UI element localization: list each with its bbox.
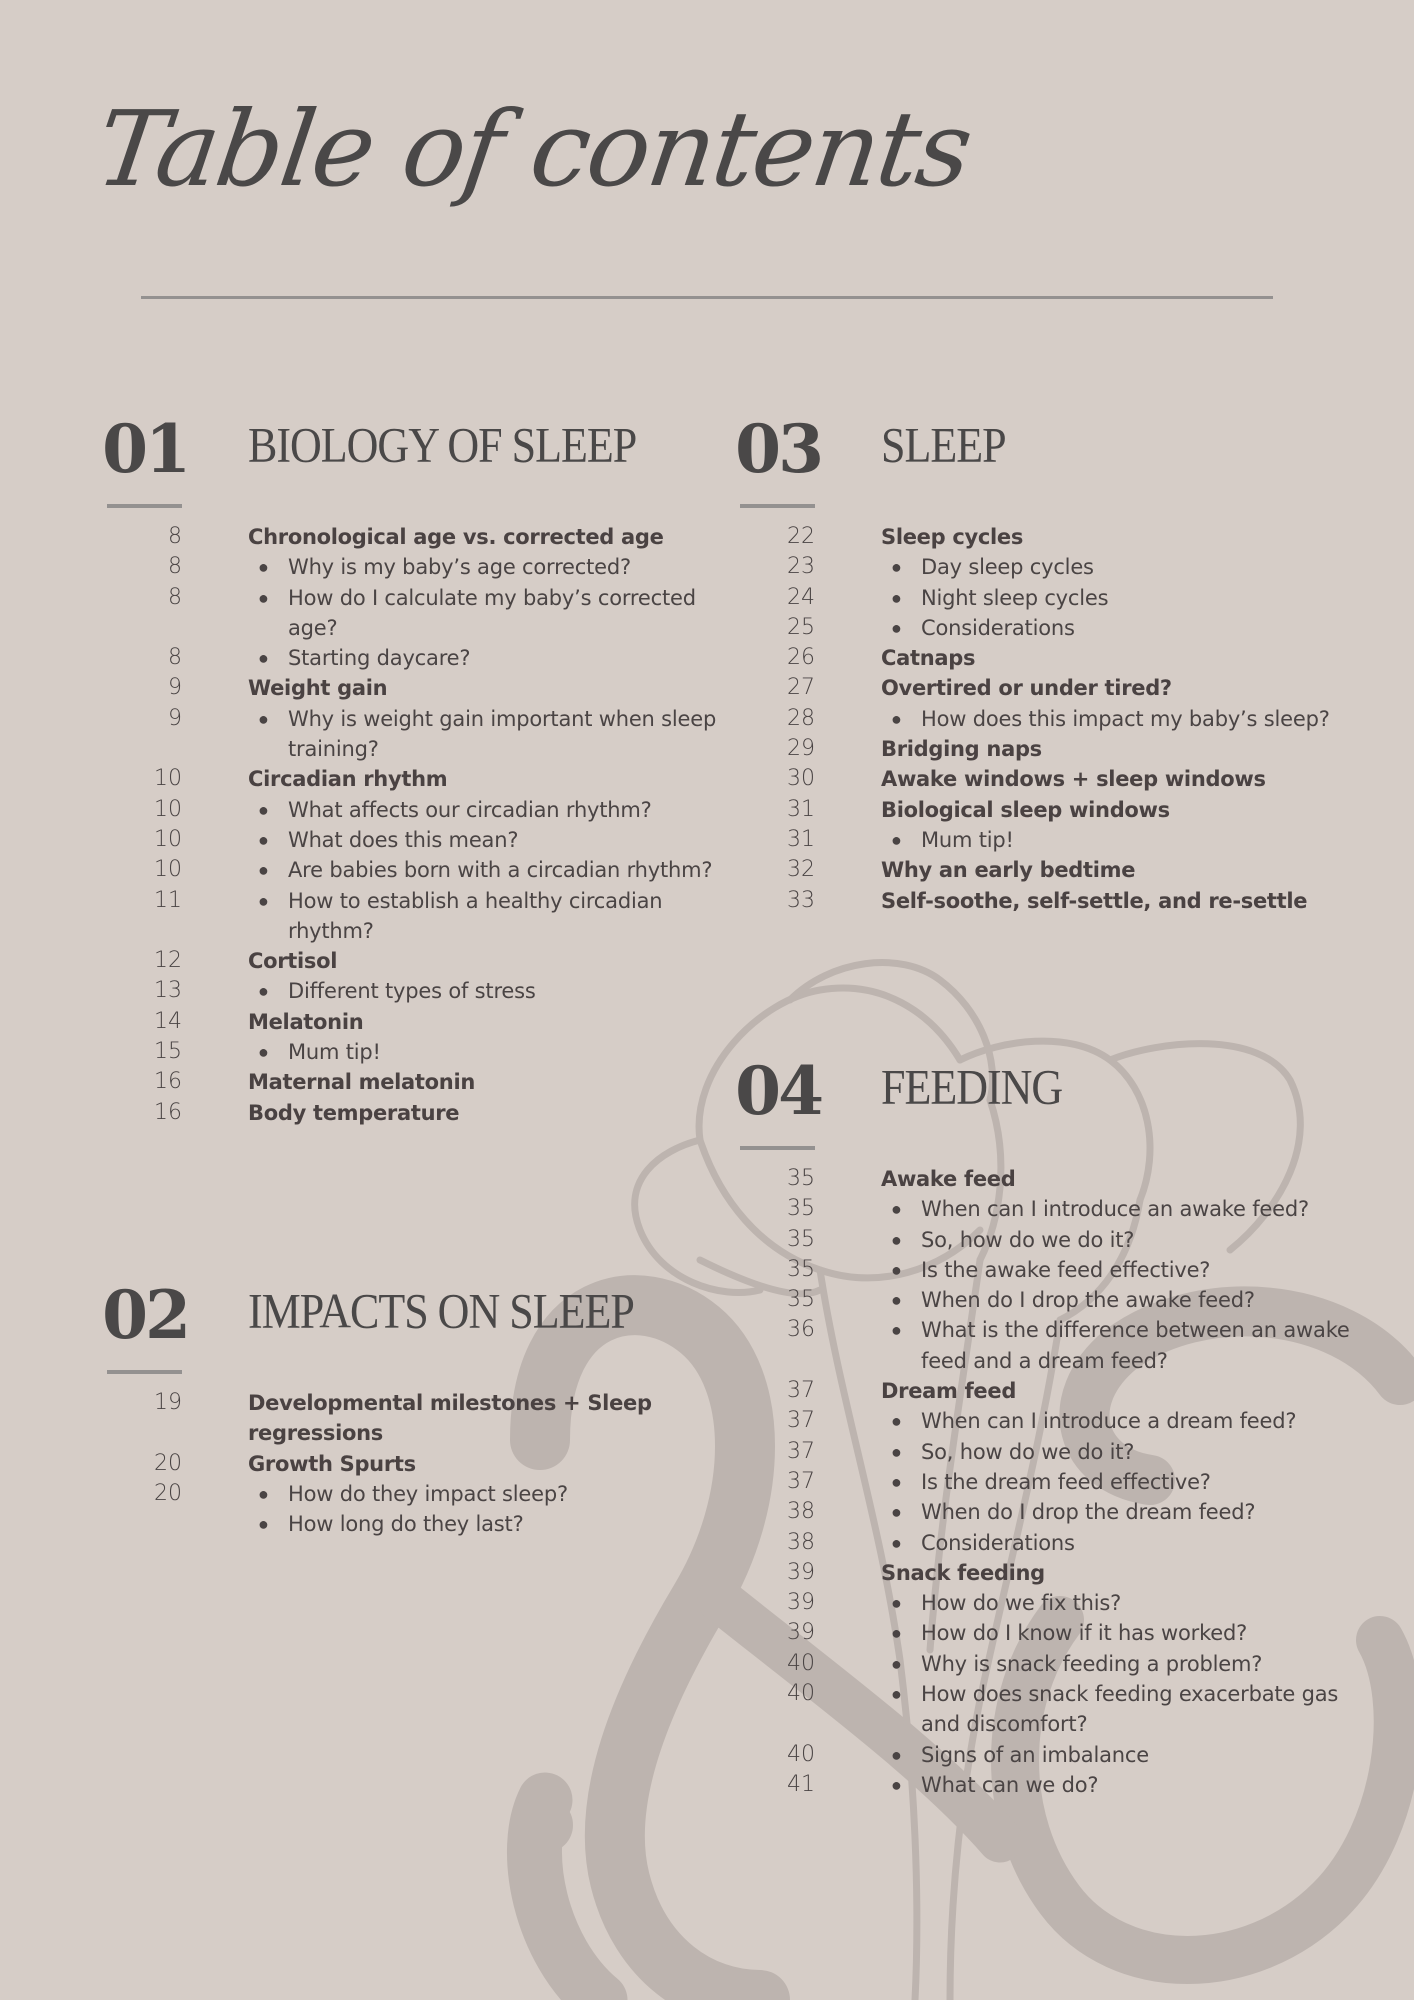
bullet-icon: ● bbox=[258, 587, 269, 608]
bullet-icon: ● bbox=[258, 557, 269, 578]
toc-subentry[interactable] bbox=[740, 1437, 1360, 1467]
entry-text: How do we fix this? bbox=[921, 1591, 1122, 1616]
toc-subentry[interactable] bbox=[740, 1740, 1360, 1770]
toc-entry[interactable] bbox=[740, 795, 1360, 825]
entry-text: How do I know if it has worked? bbox=[921, 1621, 1248, 1646]
toc-subentry[interactable] bbox=[107, 1479, 727, 1509]
page-number: 9 bbox=[168, 675, 182, 701]
toc-subentry[interactable] bbox=[740, 1679, 1360, 1740]
entry-text: When do I drop the awake feed? bbox=[921, 1288, 1255, 1313]
entry-text: What is the difference between an awake feed and a dream feed? bbox=[921, 1318, 1350, 1373]
toc-subentry[interactable] bbox=[107, 1509, 727, 1539]
entry-text: Why an early bedtime bbox=[881, 858, 1136, 883]
page-number: 40 bbox=[787, 1681, 815, 1707]
toc-entry[interactable] bbox=[740, 764, 1360, 794]
toc-subentry[interactable] bbox=[740, 613, 1360, 643]
page-title: Table of contents bbox=[89, 88, 978, 210]
toc-entry[interactable] bbox=[107, 764, 727, 794]
page-number: 16 bbox=[154, 1069, 182, 1095]
bullet-icon: ● bbox=[891, 829, 902, 850]
page-number: 11 bbox=[154, 887, 182, 913]
entry-text: When can I introduce an awake feed? bbox=[921, 1197, 1309, 1222]
entry-text: So, how do we do it? bbox=[921, 1227, 1135, 1252]
toc-subentry[interactable] bbox=[107, 552, 727, 582]
toc-subentry[interactable] bbox=[107, 583, 727, 644]
toc-subentry[interactable] bbox=[107, 704, 727, 765]
toc-subentry[interactable] bbox=[740, 1770, 1360, 1800]
bullet-icon: ● bbox=[891, 1653, 902, 1674]
page-number: 40 bbox=[787, 1741, 815, 1767]
page-number: 41 bbox=[787, 1771, 815, 1797]
bullet-icon: ● bbox=[258, 860, 269, 881]
page-number: 31 bbox=[787, 796, 815, 822]
toc-subentry[interactable] bbox=[107, 855, 727, 885]
bullet-icon: ● bbox=[891, 1744, 902, 1765]
bullet-icon: ● bbox=[891, 1199, 902, 1220]
toc-entry[interactable] bbox=[740, 1164, 1360, 1194]
entry-text: Self-soothe, self-settle, and re-settle bbox=[881, 888, 1308, 913]
bullet-icon: ● bbox=[891, 1502, 902, 1523]
section-title: BIOLOGY OF SLEEP bbox=[248, 418, 637, 473]
bullet-icon: ● bbox=[891, 708, 902, 729]
page-number: 37 bbox=[787, 1438, 815, 1464]
entry-text: Chronological age vs. corrected age bbox=[248, 525, 664, 549]
section-title: SLEEP bbox=[881, 418, 1006, 473]
page-number: 35 bbox=[787, 1166, 815, 1191]
entry-text: Snack feeding bbox=[881, 1560, 1045, 1585]
toc-subentry[interactable] bbox=[740, 1497, 1360, 1527]
entry-text: Awake windows + sleep windows bbox=[881, 767, 1266, 792]
toc-subentry[interactable] bbox=[107, 643, 727, 673]
toc-subentry[interactable] bbox=[740, 583, 1360, 613]
entry-text: When do I drop the dream feed? bbox=[921, 1500, 1256, 1525]
page-number: 39 bbox=[787, 1620, 815, 1646]
page-number: 39 bbox=[787, 1559, 815, 1585]
page-number: 30 bbox=[787, 766, 815, 792]
toc-entry[interactable] bbox=[740, 1376, 1360, 1406]
bullet-icon: ● bbox=[258, 981, 269, 1002]
entry-text: Circadian rhythm bbox=[248, 767, 448, 792]
bullet-icon: ● bbox=[258, 648, 269, 669]
bullet-icon: ● bbox=[258, 799, 269, 820]
section-divider bbox=[107, 504, 182, 508]
toc-entry[interactable] bbox=[107, 1067, 727, 1097]
page-number: 35 bbox=[787, 1226, 815, 1252]
page-number: 14 bbox=[154, 1008, 182, 1034]
section-divider bbox=[107, 1370, 182, 1374]
bullet-icon: ● bbox=[891, 1623, 902, 1644]
page-number: 8 bbox=[168, 584, 182, 610]
bullet-icon: ● bbox=[258, 708, 269, 729]
page-number: 10 bbox=[154, 826, 182, 852]
page-number: 33 bbox=[787, 887, 815, 913]
toc-entry[interactable] bbox=[107, 522, 727, 552]
page-number: 10 bbox=[154, 766, 182, 792]
page-number: 27 bbox=[787, 675, 815, 701]
entry-text: Different types of stress bbox=[288, 979, 536, 1004]
bullet-icon: ● bbox=[891, 1229, 902, 1250]
page-number: 35 bbox=[787, 1256, 815, 1282]
toc-subentry[interactable] bbox=[107, 825, 727, 855]
toc-subentry[interactable] bbox=[740, 704, 1360, 734]
bullet-icon: ● bbox=[891, 617, 902, 638]
page-number: 39 bbox=[787, 1590, 815, 1616]
toc-subentry[interactable] bbox=[740, 1255, 1360, 1285]
entry-text: What can we do? bbox=[921, 1772, 1099, 1797]
bullet-icon: ● bbox=[891, 1441, 902, 1462]
toc-entry[interactable] bbox=[107, 1007, 727, 1037]
bullet-icon: ● bbox=[891, 557, 902, 578]
page-number: 15 bbox=[154, 1039, 182, 1065]
bullet-icon: ● bbox=[891, 1532, 902, 1553]
bullet-icon: ● bbox=[891, 1411, 902, 1432]
bullet-icon: ● bbox=[258, 1483, 269, 1504]
entry-text: Are babies born with a circadian rhythm? bbox=[288, 858, 713, 883]
toc-entry[interactable] bbox=[740, 734, 1360, 764]
entry-list bbox=[107, 1388, 727, 1539]
page-number: 31 bbox=[787, 826, 815, 852]
entry-text: What affects our circadian rhythm? bbox=[288, 797, 652, 822]
toc-entry[interactable] bbox=[740, 1558, 1360, 1588]
page-number: 38 bbox=[787, 1529, 815, 1555]
entry-text: How long do they last? bbox=[288, 1512, 524, 1537]
page-number: 10 bbox=[154, 796, 182, 822]
entry-text: Maternal melatonin bbox=[248, 1070, 475, 1095]
toc-entry[interactable] bbox=[740, 643, 1360, 673]
page-number: 25 bbox=[787, 614, 815, 640]
page-number: 37 bbox=[787, 1408, 815, 1434]
toc-subentry[interactable] bbox=[740, 1315, 1360, 1376]
entry-text: Catnaps bbox=[881, 646, 976, 671]
toc-entry[interactable] bbox=[740, 673, 1360, 703]
toc-subentry[interactable] bbox=[740, 552, 1360, 582]
page-number: 20 bbox=[154, 1480, 182, 1506]
section-divider bbox=[740, 1146, 815, 1150]
toc-entry[interactable] bbox=[107, 1449, 727, 1479]
entry-text: How to establish a healthy circadian rhythm? bbox=[288, 888, 663, 943]
toc-entry[interactable] bbox=[740, 522, 1360, 552]
entry-text: What does this mean? bbox=[288, 827, 519, 852]
entry-text: How do I calculate my baby’s corrected age? bbox=[288, 585, 696, 640]
page-number: 19 bbox=[154, 1390, 182, 1415]
page-number: 13 bbox=[154, 978, 182, 1004]
entry-text: Why is snack feeding a problem? bbox=[921, 1651, 1263, 1676]
bullet-icon: ● bbox=[891, 1320, 902, 1341]
entry-text: Awake feed bbox=[881, 1167, 1016, 1191]
entry-text: Mum tip! bbox=[288, 1040, 381, 1065]
toc-subentry[interactable] bbox=[740, 825, 1360, 855]
page-number: 26 bbox=[787, 645, 815, 671]
toc-subentry[interactable] bbox=[740, 1588, 1360, 1618]
page-number: 24 bbox=[787, 584, 815, 610]
entry-text: Mum tip! bbox=[921, 827, 1014, 852]
toc-subentry[interactable] bbox=[740, 1406, 1360, 1436]
page-number: 22 bbox=[787, 524, 815, 549]
page-number: 16 bbox=[154, 1099, 182, 1125]
section-number: 02 bbox=[102, 1276, 188, 1354]
page-number: 36 bbox=[787, 1317, 815, 1343]
page-number: 8 bbox=[168, 524, 182, 549]
toc-entry[interactable] bbox=[107, 1388, 727, 1449]
page-number: 8 bbox=[168, 554, 182, 580]
entry-text: When can I introduce a dream feed? bbox=[921, 1409, 1297, 1434]
toc-entry[interactable] bbox=[107, 946, 727, 976]
toc-subentry[interactable] bbox=[107, 976, 727, 1006]
title-divider bbox=[141, 296, 1273, 299]
bullet-icon: ● bbox=[258, 890, 269, 911]
bullet-icon: ● bbox=[258, 829, 269, 850]
section-divider bbox=[740, 504, 815, 508]
entry-text: How does snack feeding exacerbate gas and discomfort? bbox=[921, 1682, 1339, 1737]
page-number: 20 bbox=[154, 1450, 182, 1476]
toc-entry[interactable] bbox=[740, 855, 1360, 885]
toc-entry[interactable] bbox=[107, 1098, 727, 1128]
page-number: 38 bbox=[787, 1499, 815, 1525]
entry-text: Why is weight gain important when sleep training? bbox=[288, 706, 717, 762]
entry-text: Biological sleep windows bbox=[881, 797, 1170, 822]
toc-subentry[interactable] bbox=[740, 1618, 1360, 1648]
toc-subentry[interactable] bbox=[107, 886, 727, 947]
entry-text: Considerations bbox=[921, 1530, 1075, 1555]
page-number: 37 bbox=[787, 1378, 815, 1404]
entry-text: How do they impact sleep? bbox=[288, 1481, 568, 1506]
bullet-icon: ● bbox=[891, 587, 902, 608]
section-number: 03 bbox=[735, 410, 821, 488]
bullet-icon: ● bbox=[258, 1042, 269, 1063]
bullet-icon: ● bbox=[891, 1259, 902, 1280]
entry-text: Melatonin bbox=[248, 1009, 364, 1034]
entry-text: Growth Spurts bbox=[248, 1451, 416, 1476]
entry-text: Day sleep cycles bbox=[921, 555, 1094, 580]
page-number: 8 bbox=[168, 645, 182, 671]
section-title: FEEDING bbox=[881, 1060, 1063, 1115]
entry-text: Is the awake feed effective? bbox=[921, 1257, 1211, 1282]
entry-text: Weight gain bbox=[248, 676, 388, 701]
entry-list bbox=[107, 522, 727, 1128]
page-number: 32 bbox=[787, 857, 815, 883]
section-number: 04 bbox=[735, 1052, 821, 1130]
bullet-icon: ● bbox=[258, 1514, 269, 1535]
toc-entry[interactable] bbox=[740, 886, 1360, 916]
page-number: 9 bbox=[168, 705, 182, 731]
section-number: 01 bbox=[102, 410, 188, 488]
section-title: IMPACTS ON SLEEP bbox=[248, 1284, 634, 1339]
page-number: 23 bbox=[787, 554, 815, 580]
entry-text: Signs of an imbalance bbox=[921, 1742, 1149, 1767]
entry-text: Overtired or under tired? bbox=[881, 676, 1172, 701]
page-number: 29 bbox=[787, 736, 815, 762]
page-number: 37 bbox=[787, 1468, 815, 1494]
bullet-icon: ● bbox=[891, 1774, 902, 1795]
bullet-icon: ● bbox=[891, 1593, 902, 1614]
bullet-icon: ● bbox=[891, 1290, 902, 1311]
page-number: 35 bbox=[787, 1196, 815, 1222]
entry-text: Is the dream feed effective? bbox=[921, 1469, 1211, 1494]
entry-list bbox=[740, 1164, 1360, 1800]
toc-subentry[interactable] bbox=[740, 1649, 1360, 1679]
entry-text: So, how do we do it? bbox=[921, 1439, 1135, 1464]
page-number: 28 bbox=[787, 705, 815, 731]
toc-subentry[interactable] bbox=[740, 1467, 1360, 1497]
toc-subentry[interactable] bbox=[740, 1528, 1360, 1558]
page-number: 40 bbox=[787, 1650, 815, 1676]
entry-text: Why is my baby’s age corrected? bbox=[288, 555, 631, 580]
toc-subentry[interactable] bbox=[107, 795, 727, 825]
entry-text: Starting daycare? bbox=[288, 646, 471, 671]
entry-text: Considerations bbox=[921, 615, 1075, 640]
toc-subentry[interactable] bbox=[740, 1194, 1360, 1224]
entry-text: Dream feed bbox=[881, 1379, 1017, 1404]
entry-text: Bridging naps bbox=[881, 737, 1042, 762]
entry-text: Body temperature bbox=[248, 1100, 460, 1125]
toc-subentry[interactable] bbox=[107, 1037, 727, 1067]
page-number: 10 bbox=[154, 857, 182, 883]
toc-entry[interactable] bbox=[107, 673, 727, 703]
toc-subentry[interactable] bbox=[740, 1285, 1360, 1315]
entry-text: Sleep cycles bbox=[881, 525, 1024, 549]
entry-text: Developmental milestones + Sleep regressions bbox=[248, 1391, 652, 1446]
toc-subentry[interactable] bbox=[740, 1225, 1360, 1255]
bullet-icon: ● bbox=[891, 1471, 902, 1492]
entry-text: Cortisol bbox=[248, 949, 338, 974]
entry-text: Night sleep cycles bbox=[921, 585, 1109, 610]
entry-text: How does this impact my baby’s sleep? bbox=[921, 706, 1330, 731]
page-number: 35 bbox=[787, 1287, 815, 1313]
entry-list bbox=[740, 522, 1360, 916]
bullet-icon: ● bbox=[891, 1684, 902, 1705]
page-number: 12 bbox=[154, 948, 182, 974]
